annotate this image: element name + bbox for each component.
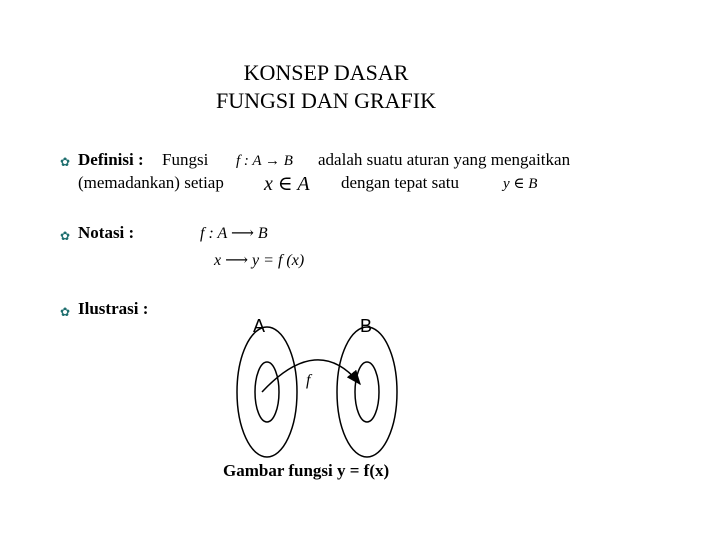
bullet-icon: ✿	[60, 155, 71, 169]
set-b-inner-ellipse	[355, 362, 379, 422]
definition-math-x-in-a: x ∈ A	[264, 173, 310, 195]
definition-math-f-map: f : A → B	[236, 153, 293, 169]
definition-fungsi: Fungsi	[162, 150, 209, 169]
figure-caption: Gambar fungsi y = f(x)	[223, 461, 390, 480]
bullet-icon: ✿	[60, 229, 71, 243]
illustration-label: Ilustrasi :	[78, 299, 149, 318]
set-a-inner-ellipse	[255, 362, 279, 422]
definition-label: Definisi :	[78, 150, 144, 169]
set-b-outer-ellipse	[337, 327, 397, 457]
title-line-2: FUNGSI DAN GRAFIK	[215, 88, 437, 113]
bullet-icon: ✿	[60, 305, 71, 319]
definition-text-part3: dengan tepat satu	[341, 173, 460, 192]
notation-line-1: f : A ⟶ B	[200, 225, 268, 242]
title-line-1: KONSEP DASAR	[243, 60, 409, 85]
notation-line-2: x ⟶ y = f (x)	[214, 252, 305, 269]
set-b-label: B	[360, 316, 373, 336]
definition-math-y-in-b: y ∈ B	[503, 176, 538, 192]
definition-text-part2: adalah suatu aturan yang mengaitkan	[318, 150, 571, 169]
arrow-label: f	[306, 372, 311, 389]
definition-text-line2: (memadankan) setiap	[78, 173, 224, 192]
notation-label: Notasi :	[78, 223, 135, 242]
set-a-label: A	[253, 316, 266, 336]
set-a-outer-ellipse	[237, 327, 297, 457]
